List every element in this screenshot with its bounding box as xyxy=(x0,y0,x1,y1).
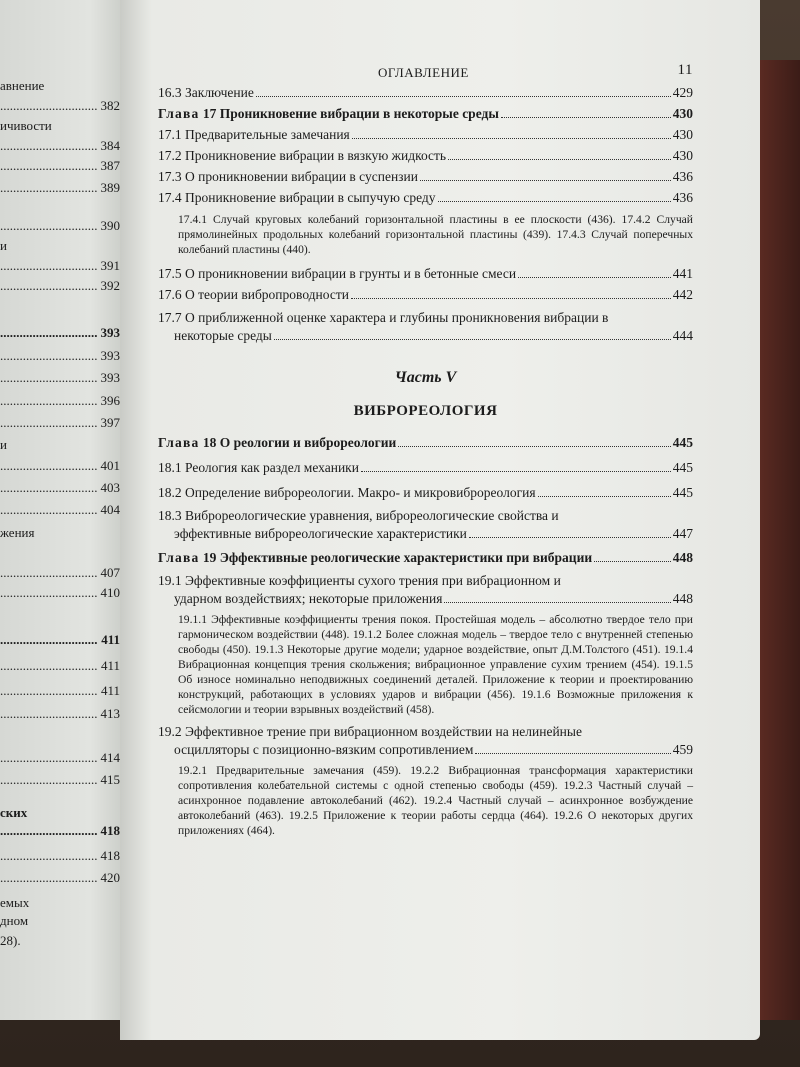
left-line-number: 418 xyxy=(100,823,120,838)
left-line-number: 411 xyxy=(100,658,120,673)
left-line-text: авнение xyxy=(0,78,45,93)
left-line-text: емых xyxy=(0,895,30,910)
left-line-text: .............................. xyxy=(0,98,98,113)
left-line-number: 384 xyxy=(100,138,120,153)
toc-entry-17-4[interactable]: 17.4 Проникновение вибрации в сыпучую среду 436 xyxy=(158,190,693,205)
left-line-text: и xyxy=(0,437,7,452)
left-line-number: 407 xyxy=(100,565,120,580)
left-line-text: и xyxy=(0,238,7,253)
left-page-line xyxy=(0,632,140,652)
left-page-line xyxy=(0,848,140,868)
left-page-line xyxy=(0,258,140,278)
left-line-text: .............................. xyxy=(0,393,98,408)
left-page-line xyxy=(0,437,140,457)
left-page-line xyxy=(0,325,140,345)
toc-subentries-19-2: 19.2.1 Предварительные замечания (459). 19.2.2 Вибрационная трансформация характеристики сопротивления колебательной системы с одной степенью свободы (459). 19.2.3 Частный случай – асинхронное подавление автоколебаний (462). 19.2.4 Частный случай – асинхронное возбуждение автоколебаний (463). 19.2.5 Приложение к теории работы сердца (464). 19.2.6 О некоторых других приложениях (464). xyxy=(178,764,693,837)
left-page-line xyxy=(0,525,140,545)
left-line-number: 404 xyxy=(100,502,120,517)
left-page-line xyxy=(0,706,140,726)
left-line-text: .............................. xyxy=(0,658,98,673)
toc-entry-17-6[interactable]: 17.6 О теории вибропроводности 442 xyxy=(158,287,693,302)
left-line-text: .............................. xyxy=(0,848,98,863)
left-page-line xyxy=(0,218,140,238)
toc-entry-17-3[interactable]: 17.3 О проникновении вибрации в суспензии 436 xyxy=(158,169,693,184)
right-page xyxy=(120,0,760,1040)
toc-subentries-17-4: 17.4.1 Случай круговых колебаний горизонтальной пластины в ее плоскости (436). 17.4.2 Случай прямолинейных продольных колебаний горизонтальной пластины (439). 17.4.3 Случай поперечных колебаний пластины (440). xyxy=(178,213,693,256)
toc-entry-18-3[interactable]: 18.3 Виброреологические уравнения, виброреологические свойства и эффективные виброреологические характеристики 447 xyxy=(158,508,693,541)
left-line-number: 389 xyxy=(100,180,120,195)
left-line-text: дном xyxy=(0,913,29,928)
toc-content xyxy=(158,62,693,844)
left-line-number: 411 xyxy=(100,683,120,698)
toc-entry-18-2[interactable]: 18.2 Определение виброреологии. Макро- и микровиброреология 445 xyxy=(158,485,693,500)
left-line-number: 393 xyxy=(100,348,120,363)
left-line-number: 403 xyxy=(100,480,120,495)
header-page-number: 11 xyxy=(677,62,693,78)
book-spine xyxy=(760,60,800,1020)
toc-entry-17-5[interactable]: 17.5 О проникновении вибрации в грунты и в бетонные смеси 441 xyxy=(158,266,693,281)
left-line-text: .............................. xyxy=(0,870,98,885)
left-line-number: 392 xyxy=(100,278,120,293)
toc-entry-17-1[interactable]: 17.1 Предварительные замечания 430 xyxy=(158,127,693,142)
left-page-line xyxy=(0,458,140,478)
left-page-line xyxy=(0,658,140,678)
left-line-text: .............................. xyxy=(0,218,98,233)
left-page-line xyxy=(0,933,140,953)
header-title: ОГЛАВЛЕНИЕ xyxy=(378,65,469,80)
left-page-line xyxy=(0,502,140,522)
left-line-number: 410 xyxy=(100,585,120,600)
left-line-text: .............................. xyxy=(0,683,98,698)
left-page-line xyxy=(0,200,140,220)
left-line-number: 397 xyxy=(100,415,120,430)
left-line-text: .............................. xyxy=(0,706,98,721)
left-line-number: 414 xyxy=(100,750,120,765)
left-line-text: .............................. xyxy=(0,278,98,293)
left-line-number: 387 xyxy=(100,158,120,173)
left-line-number: 401 xyxy=(100,458,120,473)
left-line-number: 420 xyxy=(100,870,120,885)
left-line-text: .............................. xyxy=(0,458,98,473)
left-page-line xyxy=(0,565,140,585)
left-line-number: 413 xyxy=(100,706,120,721)
left-line-text: .............................. xyxy=(0,180,98,195)
left-line-number: 393 xyxy=(100,325,120,340)
left-page-line xyxy=(0,118,140,138)
left-line-text: .............................. xyxy=(0,348,98,363)
left-line-number: 390 xyxy=(100,218,120,233)
part-heading: Часть V xyxy=(394,369,457,386)
left-line-text: .............................. xyxy=(0,772,98,787)
left-page-line xyxy=(0,772,140,792)
left-line-text: 28). xyxy=(0,933,21,948)
left-line-text: .............................. xyxy=(0,480,98,495)
left-page-line xyxy=(0,348,140,368)
left-page-line xyxy=(0,78,140,98)
toc-chapter-19[interactable]: Глава 19 Эффективные реологические характеристики при вибрации 448 xyxy=(158,550,693,565)
left-line-text: .............................. xyxy=(0,823,98,838)
left-page-line xyxy=(0,415,140,435)
left-line-number: 418 xyxy=(100,848,120,863)
toc-subentries-19-1: 19.1.1 Эффективные коэффициенты трения покоя. Простейшая модель – абсолютно твердое тело при гармоническом воздействии (448). 19.1.2 Более сложная модель – твердое тело с внутренней степенью свободы (450). 19.1.3 Некоторые другие модели; ударное воздействие, опыт Д.М.Толстого (451). 19.1.4 Вибрационная концепция трения скольжения; вибрационное управление сухим трением (454). 19.1.5 Об износе номинально неподвижных соединений деталей. Приложение к теории и проектированию конструкций, работающих в условиях ударов и вибрации (456). 19.1.6 Возможные приложения к сейсмологии и теории взрывных воздействий (458). xyxy=(178,613,693,716)
left-line-text: .............................. xyxy=(0,138,98,153)
left-page-line xyxy=(0,895,140,915)
toc-entry-17-2[interactable]: 17.2 Проникновение вибрации в вязкую жидкость 430 xyxy=(158,148,693,163)
left-line-text: .............................. xyxy=(0,158,98,173)
left-page-line xyxy=(0,480,140,500)
left-line-text: .............................. xyxy=(0,415,98,430)
toc-entry-19-2[interactable]: 19.2 Эффективное трение при вибрационном воздействии на нелинейные осцилляторы с позиционно-вязким сопротивлением 459 xyxy=(158,724,693,757)
left-line-text: .............................. xyxy=(0,502,98,517)
toc-entry-18-1[interactable]: 18.1 Реология как раздел механики 445 xyxy=(158,460,693,475)
left-line-number: 396 xyxy=(100,393,120,408)
left-page-line xyxy=(0,805,140,825)
left-page-line xyxy=(0,138,140,158)
left-line-text: .............................. xyxy=(0,565,98,580)
running-header xyxy=(158,62,693,82)
left-page-line xyxy=(0,585,140,605)
left-line-text: .............................. xyxy=(0,632,98,647)
left-line-number: 382 xyxy=(100,98,120,113)
left-page-line xyxy=(0,683,140,703)
left-page-line xyxy=(0,158,140,178)
left-page-line xyxy=(0,750,140,770)
toc-entry-17-7[interactable]: 17.7 О приближенной оценке характера и глубины проникновения вибрации в некоторые среды 444 xyxy=(158,310,693,343)
left-line-number: 391 xyxy=(100,258,120,273)
left-page-line xyxy=(0,238,140,258)
left-line-text: .............................. xyxy=(0,585,98,600)
left-page-line xyxy=(0,913,140,933)
toc-entry-19-1[interactable]: 19.1 Эффективные коэффициенты сухого трения при вибрационном и ударном воздействиях; некоторые приложения 448 xyxy=(158,573,693,606)
left-line-text: ских xyxy=(0,805,28,820)
left-line-number: 393 xyxy=(100,370,120,385)
toc-chapter-18[interactable]: Глава 18 О реологии и виброреологии 445 xyxy=(158,435,693,450)
left-line-text: ичивости xyxy=(0,118,52,133)
left-line-text: .............................. xyxy=(0,325,98,340)
left-line-text: .............................. xyxy=(0,750,98,765)
part-title: ВИБРОРЕОЛОГИЯ xyxy=(353,403,498,419)
left-line-number: 411 xyxy=(101,632,120,647)
left-page-line xyxy=(0,278,140,298)
toc-chapter-17[interactable]: Глава 17 Проникновение вибрации в некоторые среды 430 xyxy=(158,106,693,121)
left-line-text: .............................. xyxy=(0,258,98,273)
left-page-line xyxy=(0,870,140,890)
left-line-text: жения xyxy=(0,525,35,540)
left-line-number: 415 xyxy=(100,772,120,787)
toc-entry-16-3[interactable]: 16.3 Заключение 429 xyxy=(158,85,693,100)
left-page-line xyxy=(0,180,140,200)
left-page-line xyxy=(0,370,140,390)
left-page-line xyxy=(0,98,140,118)
left-page-line xyxy=(0,393,140,413)
left-line-text: .............................. xyxy=(0,370,98,385)
left-page-line xyxy=(0,823,140,843)
